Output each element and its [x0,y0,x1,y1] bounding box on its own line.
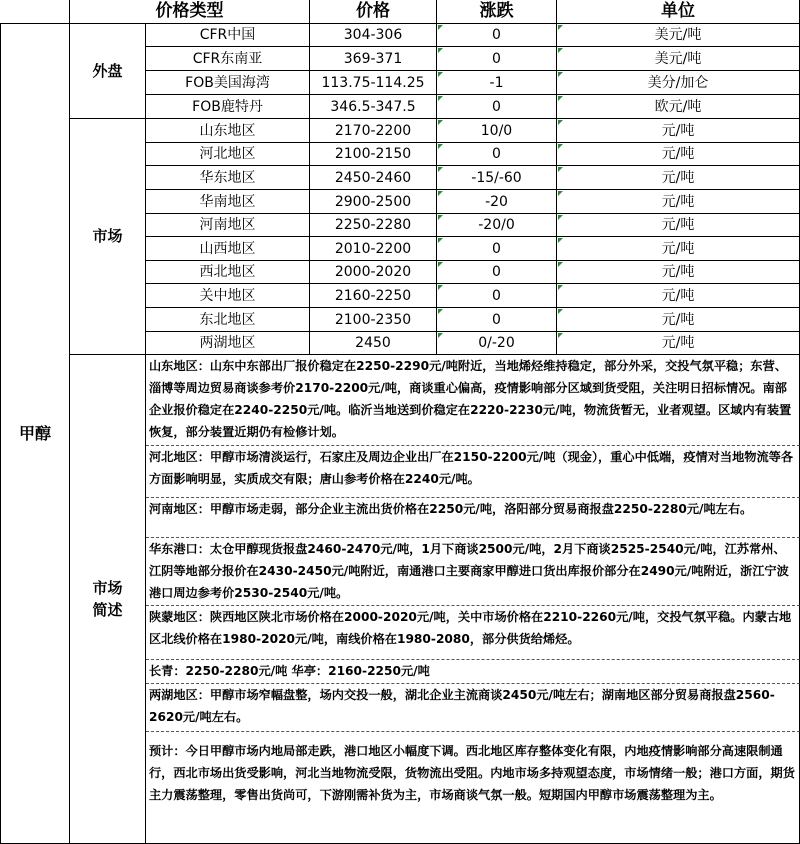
unit-cell: 美分/加仑 [557,71,800,95]
price-cell: 2100-2150 [310,143,437,166]
region-cell: CFR中国 [146,24,310,47]
change-cell: 0 [437,308,557,332]
market-note: 河北地区：甲醇市场清淡运行，石家庄及周边企业出厂在2150-2200元/吨（现金），重心中低端，疫情对当地物流等各方面影响明显，实质成交有限；唐山参考价格在2240元/吨。 [146,446,800,498]
market-note: 预计：今日甲醇市场内地局部走跌，港口地区小幅度下调。西北地区库存整体变化有限，内地疫情影响部分高速限制通行，西北市场出货受影响，河北当地物流受限，货物流出受阻。内地市场多持观望态度，市场情绪一般；港口方面，期货主力震荡整理，零售出货尚可，下游刚需补货为主，市场商谈气氛一般。短期国内甲醇市场震荡整理为主。 [146,732,800,844]
change-cell: 0 [437,47,557,71]
price-cell: 2160-2250 [310,284,437,308]
region-cell: FOB鹿特丹 [146,95,310,119]
price-cell: 2250-2280 [310,214,437,237]
region-cell: 东北地区 [146,308,310,332]
change-cell: 10/0 [437,119,557,143]
change-cell: -20 [437,190,557,214]
region-cell: 山西地区 [146,237,310,261]
change-cell: 0 [437,237,557,261]
price-cell: 2450-2460 [310,166,437,190]
market-note: 两湖地区：甲醇市场窄幅盘整，场内交投一般，湖北企业主流商谈2450元/吨左右；湖南地区部分贸易商报盘2560-2620元/吨左右。 [146,684,800,732]
header-corner [0,0,70,24]
change-cell: 0 [437,95,557,119]
change-cell: 0 [437,143,557,166]
header-unit: 单位 [557,0,800,24]
market-note: 长青：2250-2280元/吨 华亭：2160-2250元/吨 [146,660,800,684]
region-cell: 河南地区 [146,214,310,237]
summary-label-line1: 市场 [92,578,123,597]
unit-cell: 美元/吨 [557,47,800,71]
region-cell: CFR东南亚 [146,47,310,71]
unit-cell: 欧元/吨 [557,95,800,119]
price-cell: 2170-2200 [310,119,437,143]
region-cell: 两湖地区 [146,332,310,355]
change-cell: -1 [437,71,557,95]
price-cell: 2450 [310,332,437,355]
region-cell: 河北地区 [146,143,310,166]
change-cell: -15/-60 [437,166,557,190]
unit-cell: 元/吨 [557,119,800,143]
region-cell: 华东地区 [146,166,310,190]
change-cell: 0/-20 [437,332,557,355]
price-cell: 2100-2350 [310,308,437,332]
market-note: 山东地区：山东中东部出厂报价稳定在2250-2290元/吨附近，当地烯烃维持稳定，部分外采，交投气氛平稳；东营、淄博等周边贸易商谈参考价2170-2200元/吨，商谈重心偏高，疫情影响部分区域到货受阻，关注明日招标情况。南部企业报价稳定在2240-2250元/吨。临沂当地送到价稳定在2220-2230元/吨，物流货暂无，业者观望。区域内有装置恢复，部分装置近期仍有检修计划。 [146,355,800,446]
price-cell: 2900-2500 [310,190,437,214]
unit-cell: 元/吨 [557,143,800,166]
header-price: 价格 [310,0,437,24]
region-cell: 西北地区 [146,261,310,284]
change-cell: 0 [437,261,557,284]
change-cell: 0 [437,24,557,47]
market-note: 陕蒙地区：陕西地区陕北市场价格在2000-2020元/吨，关中市场价格在2210-2260元/吨，交投气氛平稳。内蒙古地区北线价格在1980-2020元/吨，南线价格在1980-2080，部分供货给烯烃。 [146,606,800,660]
price-cell: 2000-2020 [310,261,437,284]
unit-cell: 元/吨 [557,308,800,332]
market-note: 华东港口：太仓甲醇现货报盘2460-2470元/吨，1月下商谈2500元/吨，2月下商谈2525-2540元/吨，江苏常州、江阴等地部分报价在2430-2450元/吨附近，南通港口主要商家甲醇进口货出库报价部分在2490元/吨附近，浙江宁波港口周边参考价2530-2540元/吨。 [146,538,800,606]
summary-label-line2: 简述 [92,601,123,619]
header-price-type: 价格类型 [70,0,310,24]
market-note: 河南地区：甲醇市场走弱，部分企业主流出货价格在2250元/吨，洛阳部分贸易商报盘2250-2280元/吨左右。 [146,498,800,538]
unit-cell: 元/吨 [557,284,800,308]
price-cell: 346.5-347.5 [310,95,437,119]
unit-cell: 元/吨 [557,332,800,355]
region-cell: FOB美国海湾 [146,71,310,95]
group-external: 外盘 [70,24,146,119]
price-cell: 113.75-114.25 [310,71,437,95]
region-cell: 关中地区 [146,284,310,308]
region-cell: 华南地区 [146,190,310,214]
group-market: 市场 [70,119,146,355]
price-cell: 2010-2200 [310,237,437,261]
unit-cell: 元/吨 [557,261,800,284]
change-cell: -20/0 [437,214,557,237]
change-cell: 0 [437,284,557,308]
header-change: 涨跌 [437,0,557,24]
price-cell: 304-306 [310,24,437,47]
unit-cell: 元/吨 [557,190,800,214]
unit-cell: 美元/吨 [557,24,800,47]
unit-cell: 元/吨 [557,237,800,261]
price-cell: 369-371 [310,47,437,71]
unit-cell: 元/吨 [557,166,800,190]
group-market-summary [70,355,146,844]
product-cell: 甲醇 [0,24,70,844]
region-cell: 山东地区 [146,119,310,143]
unit-cell: 元/吨 [557,214,800,237]
